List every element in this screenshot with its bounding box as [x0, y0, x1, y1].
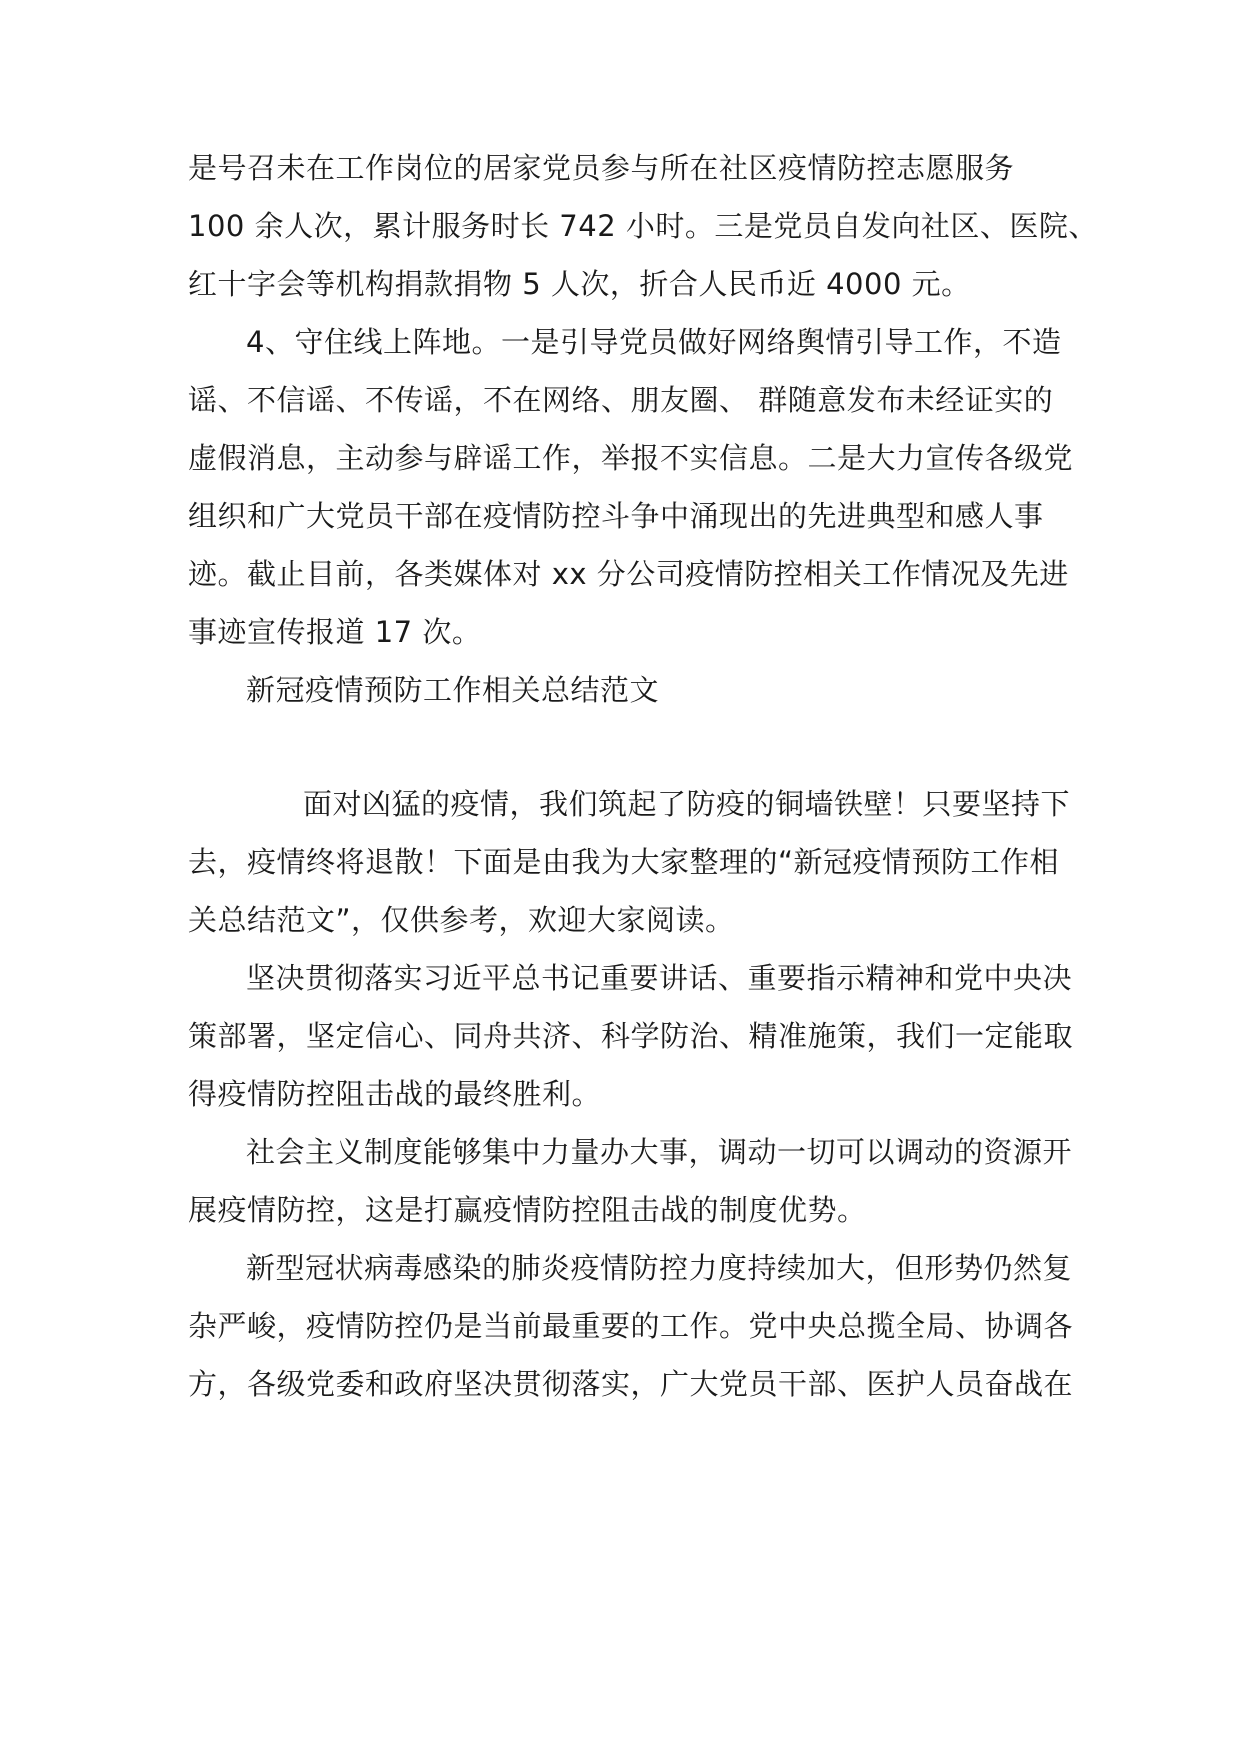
text-line: 去，疫情终将退散！下面是由我为大家整理的“新冠疫情预防工作相 — [188, 845, 1060, 879]
paragraph-start-line: 新型冠状病毒感染的肺炎疫情防控力度持续加大，但形势仍然复 — [246, 1251, 1073, 1285]
text-line: 事迹宣传报道 17 次。 — [188, 615, 482, 649]
text-line: 关总结范文”，仅供参考，欢迎大家阅读。 — [188, 903, 735, 937]
intro-line: 面对凶猛的疫情，我们筑起了防疫的铜墙铁壁！只要坚持下 — [303, 787, 1071, 821]
section-heading-line: 4、守住线上阵地。一是引导党员做好网络舆情引导工作，不造 — [246, 325, 1062, 359]
text-line: 谣、不信谣、不传谣，不在网络、朋友圈、 群随意发布未经证实的 — [188, 383, 1054, 417]
text-line: 策部署，坚定信心、同舟共济、科学防治、精准施策，我们一定能取 — [188, 1019, 1074, 1053]
paragraph-start-line: 社会主义制度能够集中力量办大事，调动一切可以调动的资源开 — [246, 1135, 1073, 1169]
text-line: 红十字会等机构捐款捐物 5 人次，折合人民币近 4000 元。 — [188, 267, 971, 301]
text-line: 迹。截止目前，各类媒体对 xx 分公司疫情防控相关工作情况及先进 — [188, 557, 1069, 591]
text-line: 虚假消息，主动参与辟谣工作，举报不实信息。二是大力宣传各级党 — [188, 441, 1074, 475]
text-line: 组织和广大党员干部在疫情防控斗争中涌现出的先进典型和感人事 — [188, 499, 1044, 533]
text-line: 得疫情防控阻击战的最终胜利。 — [188, 1077, 602, 1111]
article-title: 新冠疫情预防工作相关总结范文 — [246, 673, 660, 707]
text-line: 方，各级党委和政府坚决贯彻落实，广大党员干部、医护人员奋战在 — [188, 1367, 1074, 1401]
text-line: 100 余人次，累计服务时长 742 小时。三是党员自发向社区、医院、 — [188, 209, 1098, 243]
text-line: 杂严峻，疫情防控仍是当前最重要的工作。党中央总揽全局、协调各 — [188, 1309, 1074, 1343]
paragraph-start-line: 坚决贯彻落实习近平总书记重要讲话、重要指示精神和党中央决 — [246, 961, 1073, 995]
text-line: 展疫情防控，这是打赢疫情防控阻击战的制度优势。 — [188, 1193, 867, 1227]
text-line: 是号召未在工作岗位的居家党员参与所在社区疫情防控志愿服务 — [188, 151, 1015, 185]
